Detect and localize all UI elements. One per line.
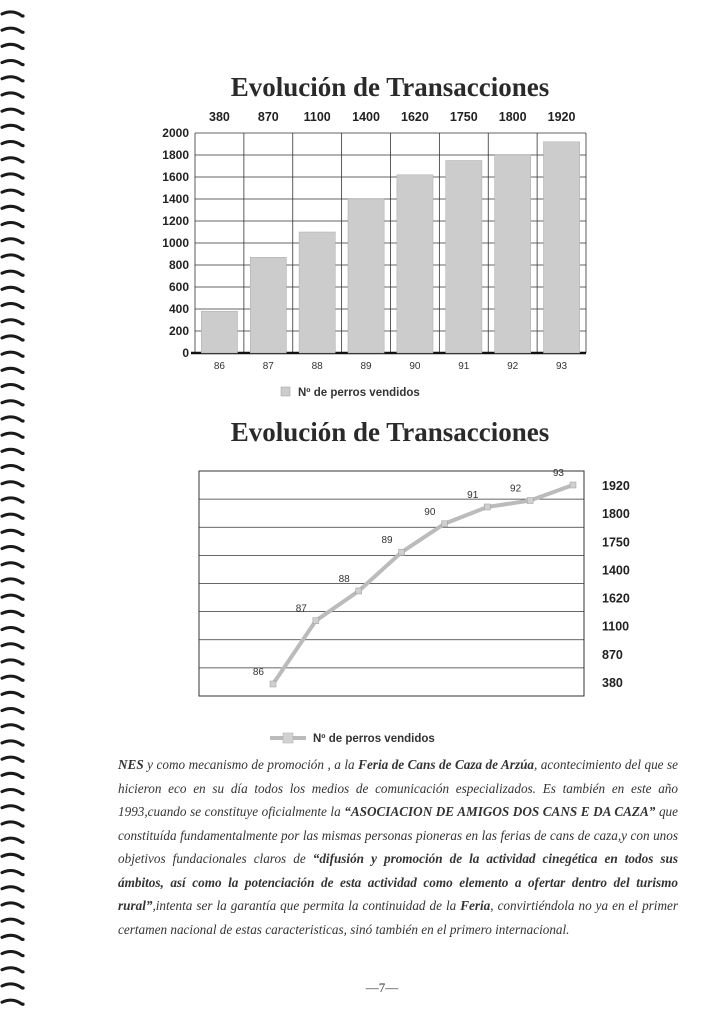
line-point-label: 92 <box>510 483 522 495</box>
line-series <box>273 485 573 684</box>
bar-y-tick-label: 800 <box>168 258 189 272</box>
text-run: y como mecanismo de promoción , a la <box>143 757 359 772</box>
line-chart-points <box>253 468 576 687</box>
bar <box>446 161 482 354</box>
bar-x-tick-label: 86 <box>213 361 225 372</box>
text-run: , convirtiéndola no ya en el primer certamen nacional de estas caracteristicas, sinó también en el primero internacional. <box>118 898 678 937</box>
bar-y-tick-label: 2000 <box>162 126 189 140</box>
line-chart-legend <box>270 733 435 745</box>
line-point-label: 91 <box>467 489 479 501</box>
line-chart <box>0 460 724 760</box>
bar <box>201 311 237 353</box>
bar-value-label: 1750 <box>449 110 478 124</box>
bar-y-tick-label: 200 <box>168 324 189 338</box>
line-right-tick-label: 1620 <box>602 591 630 606</box>
text-association-name: “ASOCIACION DE AMIGOS DOS CANS E DA CAZA” <box>344 804 656 819</box>
bar-x-tick-label: 90 <box>409 361 421 372</box>
bar-chart <box>0 100 724 520</box>
bar-y-tick-label: 600 <box>168 280 189 294</box>
bar-chart-x-ticks <box>214 361 568 372</box>
line-right-tick-label: 1800 <box>602 507 630 522</box>
bar-y-tick-label: 0 <box>182 346 189 360</box>
bar-legend-swatch <box>281 387 290 396</box>
bar-x-tick-label: 93 <box>556 361 568 372</box>
line-point-label: 87 <box>295 603 307 615</box>
bar <box>250 257 286 353</box>
bar-value-label: 1800 <box>498 110 527 124</box>
line-chart-right-ticks <box>602 479 630 690</box>
line-point-marker <box>570 482 576 488</box>
line-right-tick-label: 1920 <box>602 479 630 494</box>
line-right-tick-label: 870 <box>602 647 623 662</box>
bar <box>299 232 335 353</box>
bar-value-label: 1400 <box>352 110 380 124</box>
line-right-tick-label: 1750 <box>602 535 630 550</box>
line-right-tick-label: 1100 <box>602 619 630 634</box>
bar-value-label: 1620 <box>401 110 429 124</box>
line-point-label: 88 <box>338 573 350 585</box>
bar-x-tick-label: 88 <box>311 361 323 372</box>
line-point-marker <box>484 504 490 510</box>
page-number: —7— <box>365 980 399 995</box>
bar-y-tick-label: 1000 <box>162 236 189 250</box>
bar-chart-value-labels <box>209 110 576 124</box>
line-point-marker <box>313 618 319 624</box>
bar-chart-y-ticks <box>162 126 189 360</box>
line-point-label: 93 <box>552 468 564 479</box>
line-legend-marker <box>283 733 293 743</box>
bar <box>348 199 384 353</box>
line-chart-title: Evolución de Transacciones <box>230 417 550 447</box>
text-feria: Feria <box>460 898 491 913</box>
bar-x-tick-label: 91 <box>458 361 470 372</box>
line-right-tick-label: 380 <box>602 675 623 690</box>
bar-y-tick-label: 1800 <box>162 148 189 162</box>
text-run: , acontecimiento del que se hicieron eco en su día todos los medios de comunicación especializados. Es también en este año 1993,cuando se constituye oficialmente la <box>118 757 679 819</box>
text-run: ,intenta ser la garantía que permita la continuidad de la <box>152 898 461 913</box>
line-point-marker <box>527 498 533 504</box>
line-chart-grid <box>199 499 584 668</box>
line-legend-label: Nº de perros vendidos <box>313 733 435 745</box>
line-point-marker <box>270 681 276 687</box>
bar-value-label: 1100 <box>303 110 331 124</box>
text-run: que constituída fundamentalmente por las mismas personas pioneras en las ferias de cans de caza,y con unos objetivos fundacionales claros de <box>118 804 678 866</box>
text-nes: NES <box>118 757 144 772</box>
bar-y-tick-label: 1400 <box>162 192 189 206</box>
text-feria-name: Feria de Cans de Caza de Arzúa <box>358 757 535 772</box>
bar-y-tick-label: 1200 <box>162 214 189 228</box>
line-right-tick-label: 1400 <box>602 563 630 578</box>
bar-x-tick-label: 87 <box>262 361 274 372</box>
line-point-marker <box>441 521 447 527</box>
bar-value-label: 1920 <box>547 110 576 124</box>
line-point-label: 86 <box>252 667 264 678</box>
bar-chart-title: Evolución de Transacciones <box>230 72 550 102</box>
bar-x-tick-label: 92 <box>507 361 519 372</box>
line-point-marker <box>399 549 405 555</box>
bar <box>495 155 531 353</box>
body-paragraph <box>118 753 678 941</box>
bar-x-tick-label: 89 <box>360 361 372 372</box>
line-point-label: 90 <box>424 506 436 518</box>
bar-value-label: 380 <box>209 110 230 124</box>
bar-chart-legend <box>281 387 420 399</box>
line-point-marker <box>356 588 362 594</box>
bar <box>397 175 433 353</box>
bar-y-tick-label: 400 <box>168 302 189 316</box>
text-objectives: “difusión y promoción de la actividad cinegética en todos sus ámbitos, así como la potenciación de esta actividad como elemento a ofertar dentro del turismo rural” <box>118 851 678 913</box>
bar-legend-label: Nº de perros vendidos <box>298 387 420 399</box>
line-point-label: 89 <box>381 535 393 547</box>
bar <box>543 142 579 353</box>
bar-y-tick-label: 1600 <box>162 170 189 184</box>
bar-value-label: 870 <box>257 110 279 124</box>
